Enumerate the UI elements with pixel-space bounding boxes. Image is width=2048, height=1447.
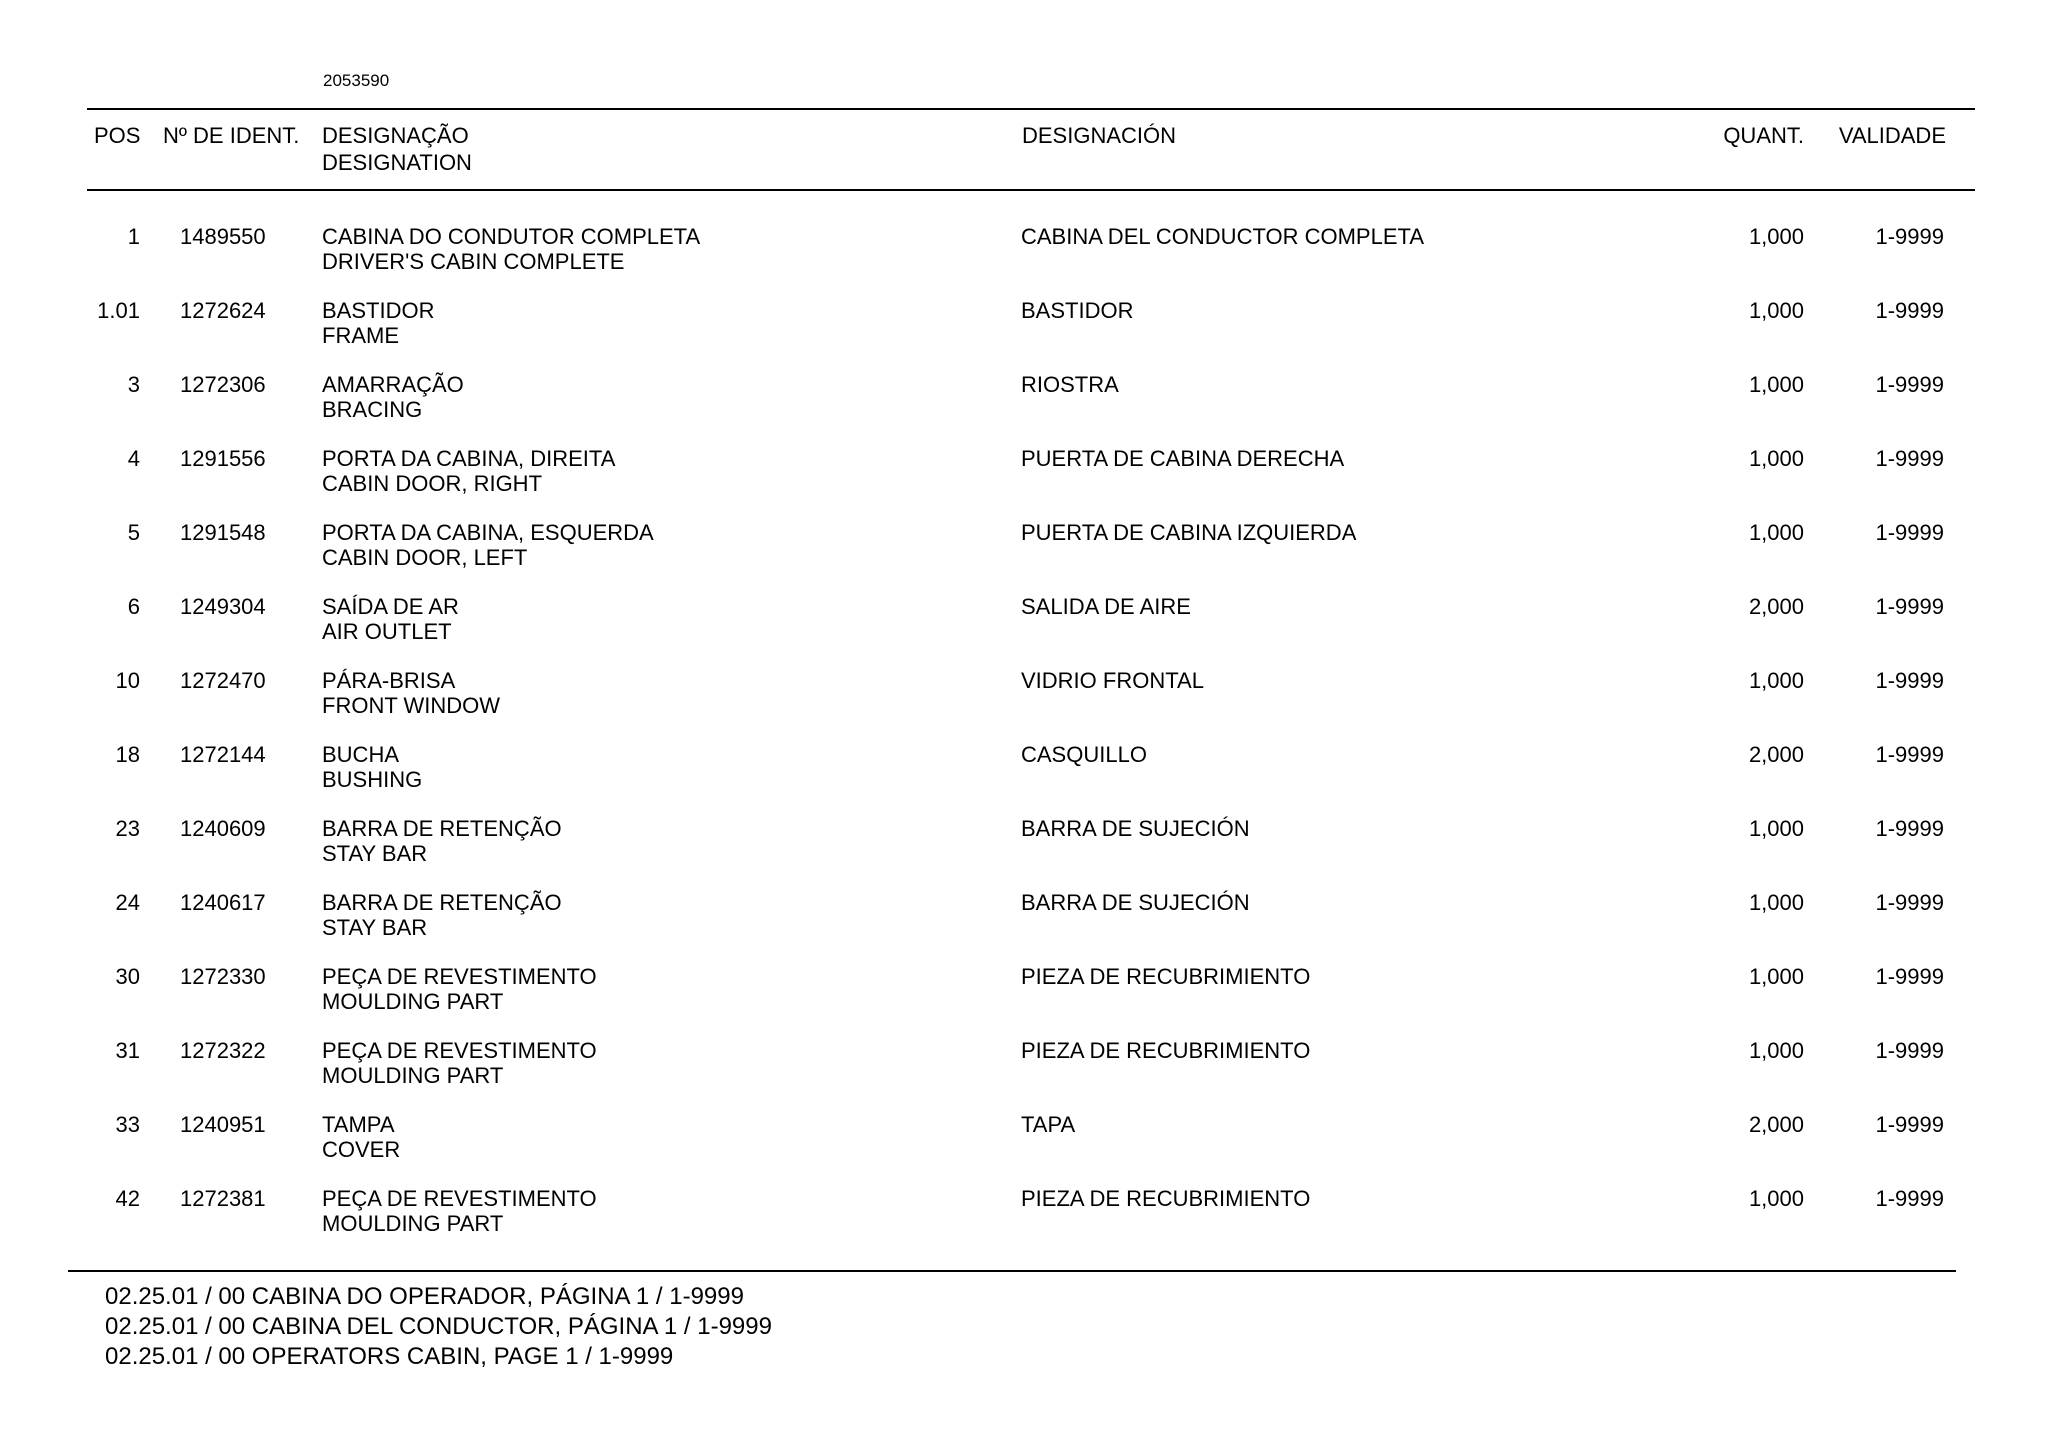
header-ident: Nº DE IDENT.	[163, 123, 300, 148]
table-row	[0, 964, 2048, 1038]
header-pos: POS	[94, 123, 141, 148]
row-designacion: BARRA DE SUJECIÓN	[1021, 816, 1250, 841]
row-designacion: VIDRIO FRONTAL	[1021, 668, 1204, 693]
row-validity: 1-9999	[1875, 890, 1944, 915]
row-validity: 1-9999	[1875, 668, 1944, 693]
header-designacion: DESIGNACIÓN	[1022, 123, 1177, 148]
row-quantity: 2,000	[1748, 1112, 1804, 1137]
row-validity: 1-9999	[1875, 520, 1944, 545]
row-ident-number: 1272322	[180, 1038, 266, 1063]
row-pos: 1	[127, 224, 140, 249]
row-designacion: PIEZA DE RECUBRIMIENTO	[1021, 1186, 1311, 1211]
row-quantity: 1,000	[1748, 1038, 1804, 1063]
row-designacion: PUERTA DE CABINA DERECHA	[1021, 446, 1345, 471]
row-validity: 1-9999	[1875, 224, 1944, 249]
row-ident-number: 1272306	[180, 372, 266, 397]
header-validade: VALIDADE	[1838, 123, 1946, 148]
row-designacion: PIEZA DE RECUBRIMIENTO	[1021, 1038, 1311, 1063]
row-pos: 4	[127, 446, 140, 471]
table-row	[0, 224, 2048, 298]
row-ident-number: 1272381	[180, 1186, 266, 1211]
row-validity: 1-9999	[1875, 1186, 1944, 1211]
header-designacao: DESIGNAÇÃO	[322, 123, 469, 148]
table-row	[0, 594, 2048, 668]
parts-table-body	[0, 224, 2048, 1260]
row-designacion: PUERTA DE CABINA IZQUIERDA	[1021, 520, 1357, 545]
row-designation: CABIN DOOR, LEFT	[322, 545, 528, 570]
table-row	[0, 446, 2048, 520]
row-ident-number: 1291548	[180, 520, 266, 545]
row-pos: 5	[127, 520, 140, 545]
row-designation: STAY BAR	[322, 841, 428, 866]
row-ident-number: 1240609	[180, 816, 266, 841]
row-designation: MOULDING PART	[322, 1063, 504, 1088]
table-row	[0, 816, 2048, 890]
footer-rule	[68, 1270, 1956, 1272]
row-validity: 1-9999	[1875, 964, 1944, 989]
row-quantity: 1,000	[1748, 372, 1804, 397]
row-ident-number: 1291556	[180, 446, 266, 471]
row-pos: 1.01	[97, 298, 140, 323]
table-row	[0, 1038, 2048, 1112]
row-designacao: PORTA DA CABINA, ESQUERDA	[322, 520, 654, 545]
row-designacao: BUCHA	[322, 742, 400, 767]
row-pos: 31	[115, 1038, 140, 1063]
row-ident-number: 1249304	[180, 594, 266, 619]
row-ident-number: 1272624	[180, 298, 266, 323]
row-pos: 10	[115, 668, 140, 693]
row-designacion: SALIDA DE AIRE	[1021, 594, 1191, 619]
row-quantity: 1,000	[1748, 816, 1804, 841]
row-designation: FRAME	[322, 323, 399, 348]
row-ident-number: 1489550	[180, 224, 266, 249]
row-designacao: PÁRA-BRISA	[322, 668, 456, 693]
row-validity: 1-9999	[1875, 298, 1944, 323]
row-designation: BRACING	[322, 397, 423, 422]
row-pos: 42	[115, 1186, 140, 1211]
row-designacion: BARRA DE SUJECIÓN	[1021, 890, 1250, 915]
row-pos: 24	[115, 890, 140, 915]
row-quantity: 1,000	[1748, 446, 1804, 471]
row-validity: 1-9999	[1875, 1112, 1944, 1137]
row-designation: CABIN DOOR, RIGHT	[322, 471, 543, 496]
table-row	[0, 742, 2048, 816]
row-designacao: PEÇA DE REVESTIMENTO	[322, 1186, 597, 1211]
row-validity: 1-9999	[1875, 446, 1944, 471]
row-designacion: TAPA	[1021, 1112, 1076, 1137]
row-designacion: PIEZA DE RECUBRIMIENTO	[1021, 964, 1311, 989]
page-footer	[105, 1282, 772, 1372]
header-quant: QUANT.	[1723, 123, 1804, 148]
row-designacao: BARRA DE RETENÇÃO	[322, 816, 562, 841]
table-row	[0, 668, 2048, 742]
row-quantity: 1,000	[1748, 668, 1804, 693]
footer-line-pt: 02.25.01 / 00 CABINA DO OPERADOR, PÁGINA 1 / 1-9999	[105, 1283, 744, 1310]
row-designacao: PORTA DA CABINA, DIREITA	[322, 446, 616, 471]
row-designacion: RIOSTRA	[1021, 372, 1119, 397]
table-row	[0, 372, 2048, 446]
footer-line-es: 02.25.01 / 00 CABINA DEL CONDUCTOR, PÁGINA 1 / 1-9999	[105, 1313, 772, 1340]
row-designacao: AMARRAÇÃO	[322, 372, 464, 397]
row-designacao: TAMPA	[322, 1112, 395, 1137]
row-pos: 18	[115, 742, 140, 767]
row-quantity: 1,000	[1748, 224, 1804, 249]
row-ident-number: 1272470	[180, 668, 266, 693]
row-validity: 1-9999	[1875, 372, 1944, 397]
row-quantity: 1,000	[1748, 1186, 1804, 1211]
row-ident-number: 1272330	[180, 964, 266, 989]
row-pos: 3	[127, 372, 140, 397]
row-validity: 1-9999	[1875, 1038, 1944, 1063]
document-id: 2053590	[323, 71, 390, 90]
table-row	[0, 520, 2048, 594]
row-quantity: 1,000	[1748, 890, 1804, 915]
row-validity: 1-9999	[1875, 816, 1944, 841]
row-designation: FRONT WINDOW	[322, 693, 501, 718]
row-designation: AIR OUTLET	[322, 619, 452, 644]
row-designacion: CASQUILLO	[1021, 742, 1147, 767]
row-pos: 30	[115, 964, 140, 989]
row-validity: 1-9999	[1875, 742, 1944, 767]
row-ident-number: 1272144	[180, 742, 266, 767]
row-quantity: 1,000	[1748, 298, 1804, 323]
row-designation: MOULDING PART	[322, 1211, 504, 1236]
row-designation: MOULDING PART	[322, 989, 504, 1014]
row-designacion: BASTIDOR	[1021, 298, 1134, 323]
row-pos: 33	[115, 1112, 140, 1137]
row-designacion: CABINA DEL CONDUCTOR COMPLETA	[1021, 224, 1424, 249]
row-validity: 1-9999	[1875, 594, 1944, 619]
row-pos: 23	[115, 816, 140, 841]
footer-line-en: 02.25.01 / 00 OPERATORS CABIN, PAGE 1 / 1-9999	[105, 1343, 674, 1370]
row-ident-number: 1240617	[180, 890, 266, 915]
row-quantity: 2,000	[1748, 742, 1804, 767]
table-row	[0, 890, 2048, 964]
row-designacao: BASTIDOR	[322, 298, 435, 323]
row-designation: STAY BAR	[322, 915, 428, 940]
row-designation: BUSHING	[322, 767, 423, 792]
table-row	[0, 1186, 2048, 1260]
row-quantity: 1,000	[1748, 520, 1804, 545]
header-designation: DESIGNATION	[322, 150, 472, 175]
row-designacao: SAÍDA DE AR	[322, 594, 459, 619]
row-designation: COVER	[322, 1137, 401, 1162]
row-designacao: CABINA DO CONDUTOR COMPLETA	[322, 224, 701, 249]
header-top-rule	[87, 108, 1975, 110]
row-quantity: 2,000	[1748, 594, 1804, 619]
row-pos: 6	[127, 594, 140, 619]
row-quantity: 1,000	[1748, 964, 1804, 989]
row-designacao: PEÇA DE REVESTIMENTO	[322, 1038, 597, 1063]
row-designacao: PEÇA DE REVESTIMENTO	[322, 964, 597, 989]
row-ident-number: 1240951	[180, 1112, 266, 1137]
table-row	[0, 298, 2048, 372]
row-designacao: BARRA DE RETENÇÃO	[322, 890, 562, 915]
table-row	[0, 1112, 2048, 1186]
row-designation: DRIVER'S CABIN COMPLETE	[322, 249, 625, 274]
header-bottom-rule	[87, 189, 1975, 191]
